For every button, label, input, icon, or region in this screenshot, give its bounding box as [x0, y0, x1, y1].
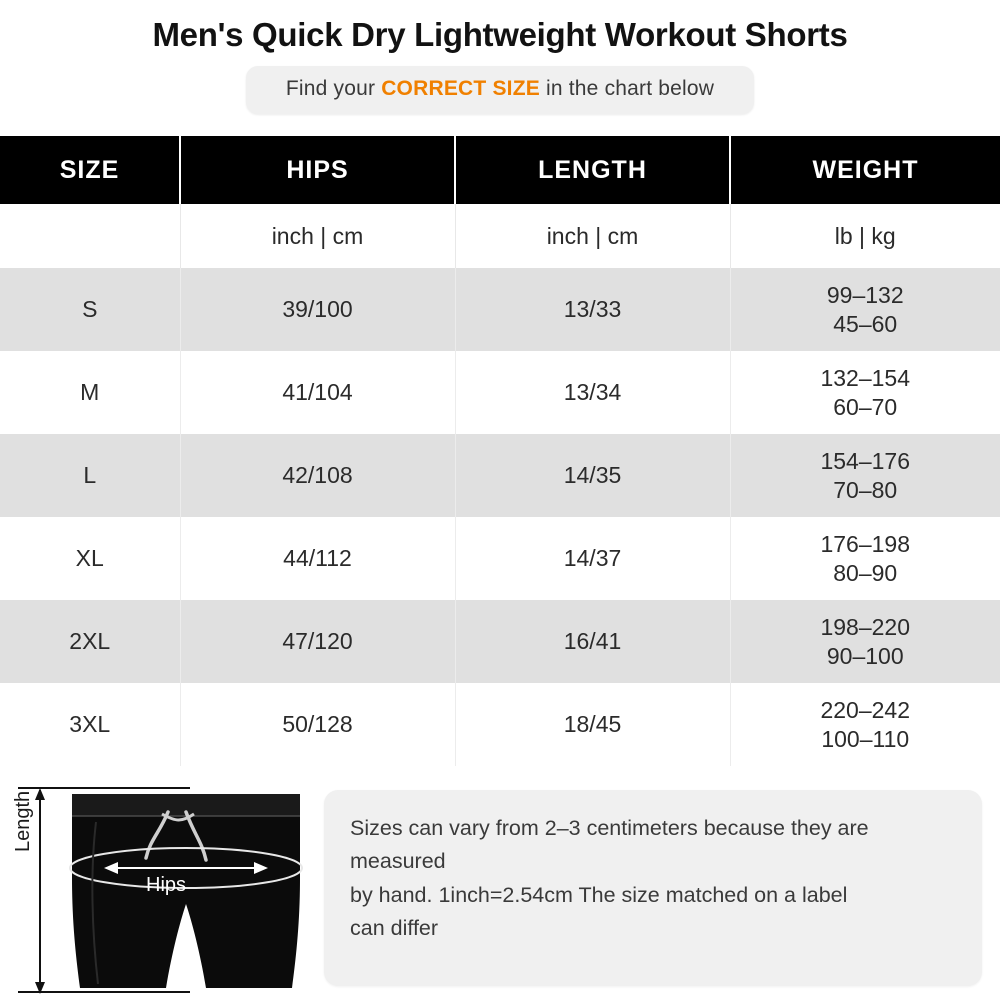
column-header-size: SIZE	[0, 136, 180, 204]
table-row	[0, 351, 1000, 434]
cell-length: 16/41	[455, 600, 730, 683]
cell-hips: 42/108	[180, 434, 455, 517]
cell-length: 13/33	[455, 268, 730, 351]
cell-weight	[730, 517, 1000, 600]
cell-weight-lb: 220–242	[820, 696, 911, 723]
subtitle-prefix: Find your	[285, 77, 382, 100]
cell-weight-kg: 100–110	[821, 725, 910, 752]
table-head	[0, 136, 1000, 204]
cell-size: M	[0, 351, 180, 434]
cell-size: S	[0, 268, 180, 351]
cell-weight-lb: 99–132	[826, 281, 904, 308]
table-row	[0, 268, 1000, 351]
cell-weight	[730, 268, 1000, 351]
cell-length: 14/37	[455, 517, 730, 600]
unit-size	[0, 204, 180, 268]
note-line-3: can differ	[350, 915, 439, 940]
subtitle-highlight: CORRECT SIZE	[381, 77, 540, 100]
cell-hips: 44/112	[180, 517, 455, 600]
cell-weight-kg: 45–60	[833, 310, 898, 337]
table-header-row	[0, 136, 1000, 204]
column-header-length: LENGTH	[455, 136, 730, 204]
cell-weight-kg: 70–80	[833, 476, 898, 503]
cell-weight	[730, 600, 1000, 683]
cell-hips: 39/100	[180, 268, 455, 351]
cell-hips: 50/128	[180, 683, 455, 766]
cell-weight-kg: 90–100	[826, 642, 904, 669]
cell-size: 3XL	[0, 683, 180, 766]
table-row	[0, 600, 1000, 683]
cell-weight-kg: 60–70	[833, 393, 898, 420]
subtitle-container	[0, 66, 1000, 114]
size-table	[0, 136, 1000, 766]
note-line-1: Sizes can vary from 2–3 centimeters because they are measured	[350, 816, 869, 874]
cell-hips: 41/104	[180, 351, 455, 434]
unit-length: inch | cm	[455, 204, 730, 268]
cell-weight	[730, 351, 1000, 434]
subtitle-suffix: in the chart below	[539, 77, 715, 100]
page-title: Men's Quick Dry Lightweight Workout Shorts	[152, 16, 848, 53]
subtitle-banner	[246, 66, 754, 114]
column-header-hips: HIPS	[180, 136, 455, 204]
length-label: Length	[12, 790, 34, 852]
cell-weight-kg: 80–90	[833, 559, 898, 586]
cell-weight-lb: 154–176	[820, 447, 911, 474]
unit-hips: inch | cm	[180, 204, 455, 268]
cell-weight	[730, 683, 1000, 766]
unit-weight: lb | kg	[730, 204, 1000, 268]
column-header-weight: WEIGHT	[730, 136, 1000, 204]
table-row	[0, 683, 1000, 766]
table-row	[0, 517, 1000, 600]
shorts-diagram	[0, 782, 310, 1000]
table-body	[0, 204, 1000, 766]
cell-size: 2XL	[0, 600, 180, 683]
cell-hips: 47/120	[180, 600, 455, 683]
cell-length: 13/34	[455, 351, 730, 434]
measurement-note	[324, 790, 982, 986]
table-units-row	[0, 204, 1000, 268]
table-row	[0, 434, 1000, 517]
hips-label: Hips	[146, 874, 187, 896]
cell-weight-lb: 132–154	[820, 364, 911, 391]
cell-weight-lb: 198–220	[820, 613, 911, 640]
cell-size: XL	[0, 517, 180, 600]
cell-length: 14/35	[455, 434, 730, 517]
footer-section	[0, 782, 1000, 1000]
note-line-2: by hand. 1inch=2.54cm The size matched on a label	[350, 882, 848, 907]
cell-length: 18/45	[455, 683, 730, 766]
cell-weight-lb: 176–198	[820, 530, 911, 557]
cell-size: L	[0, 434, 180, 517]
cell-weight	[730, 434, 1000, 517]
